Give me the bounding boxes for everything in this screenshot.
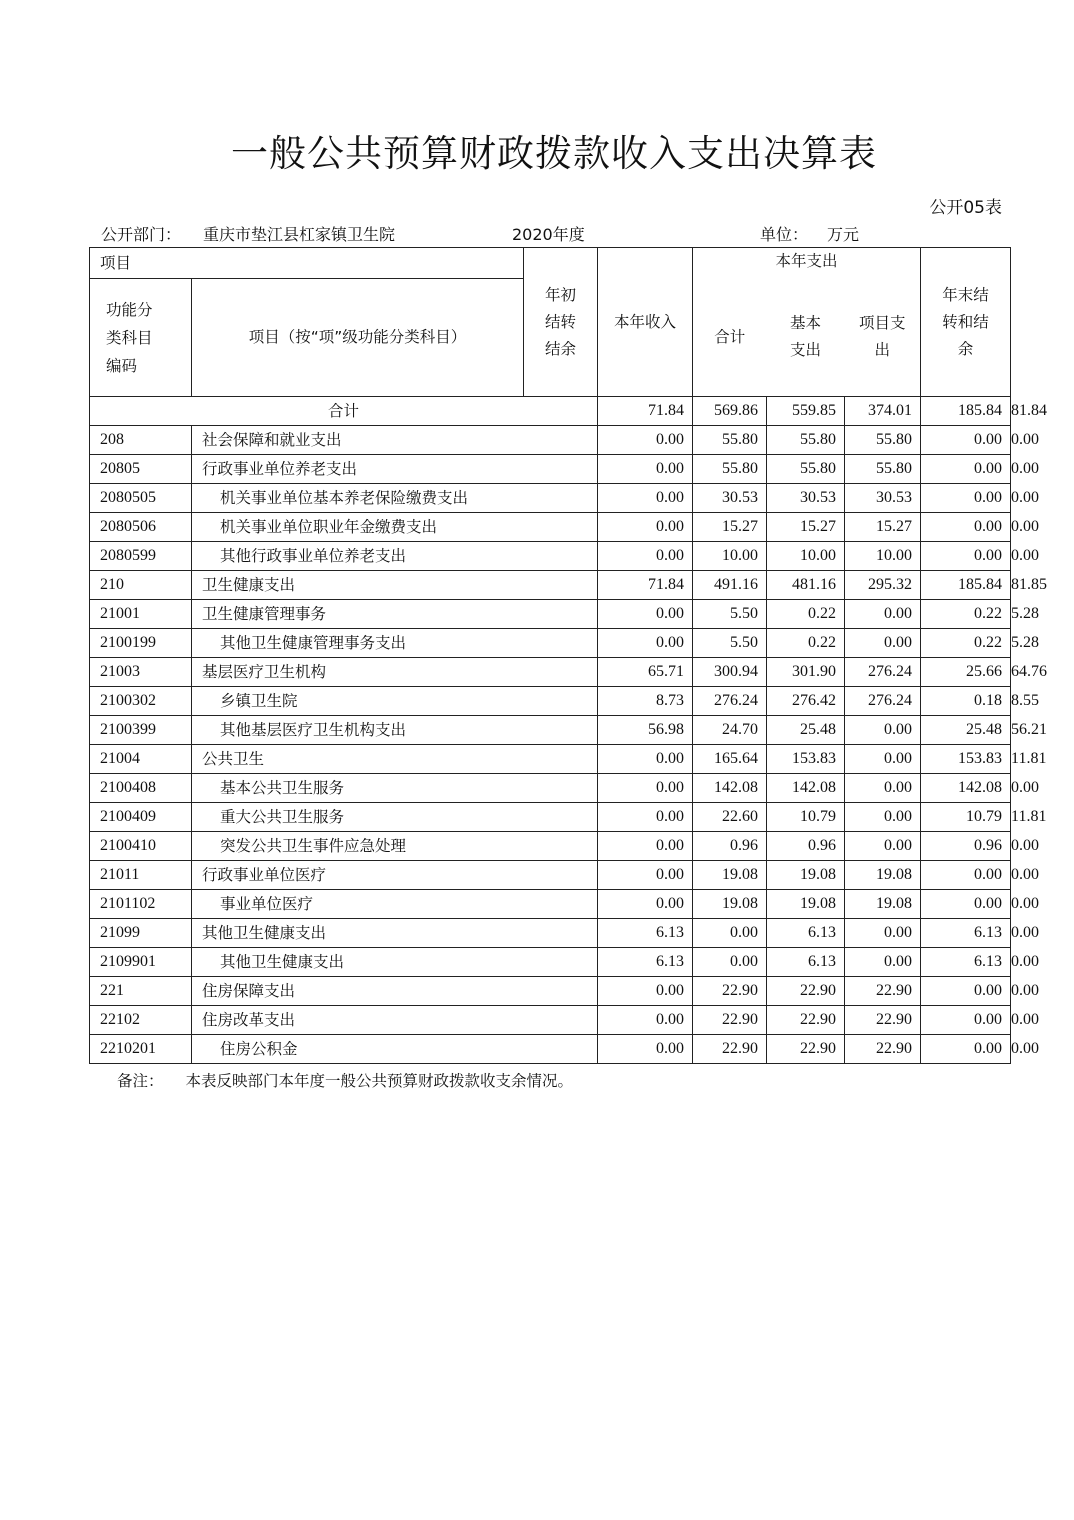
row-opening: 0.00: [598, 600, 693, 629]
row-opening: 8.73: [598, 687, 693, 716]
table-row: 21001 卫生健康管理事务 0.00 5.50 0.22 0.00 0.22 5.28: [90, 600, 1011, 629]
row-expense: 0.22: [767, 629, 845, 658]
header-basic-expense: 基本支出: [767, 279, 845, 397]
total-row: 合计 71.84 569.86 559.85 374.01 185.84 81.84: [90, 397, 1011, 426]
row-code: 2109901: [90, 948, 192, 977]
row-name: 公共卫生: [192, 745, 598, 774]
header-closing-balance: 年末结转和结余: [921, 248, 1011, 397]
unit-value: 万元: [827, 225, 860, 244]
row-name: 乡镇卫生院: [192, 687, 598, 716]
table-row: 2109901 其他卫生健康支出 6.13 0.00 6.13 0.00 6.13 0.00: [90, 948, 1011, 977]
row-opening: 0.00: [598, 861, 693, 890]
table-row: 2100399 其他基层医疗卫生机构支出 56.98 24.70 25.48 0.00 25.48 56.21: [90, 716, 1011, 745]
header-code: 功能分类科目编码: [90, 279, 192, 397]
unit-label: 单位：: [760, 225, 809, 244]
row-project: 185.84: [921, 571, 1011, 600]
table-row: 2100408 基本公共卫生服务 0.00 142.08 142.08 0.00 142.08 0.00: [90, 774, 1011, 803]
row-project: 10.79: [921, 803, 1011, 832]
row-basic: 0.00: [845, 803, 921, 832]
row-expense: 22.90: [767, 977, 845, 1006]
row-basic: 0.00: [845, 629, 921, 658]
row-income: 55.80: [693, 455, 767, 484]
row-project: 0.18: [921, 687, 1011, 716]
note-label: 备注：: [117, 1072, 164, 1090]
table-row: 2100199 其他卫生健康管理事务支出 0.00 5.50 0.22 0.00 0.22 5.28: [90, 629, 1011, 658]
row-name: 卫生健康管理事务: [192, 600, 598, 629]
row-opening: 0.00: [598, 803, 693, 832]
row-expense: 19.08: [767, 861, 845, 890]
row-code: 21003: [90, 658, 192, 687]
row-basic: 55.80: [845, 455, 921, 484]
row-name: 其他卫生健康支出: [192, 919, 598, 948]
row-expense: 0.96: [767, 832, 845, 861]
row-name: 基层医疗卫生机构: [192, 658, 598, 687]
dept-name: 重庆市垫江县杠家镇卫生院: [203, 225, 396, 244]
total-opening: 71.84: [598, 397, 693, 426]
row-code: 210: [90, 571, 192, 600]
row-code: 21011: [90, 861, 192, 890]
row-income: 491.16: [693, 571, 767, 600]
row-expense: 276.42: [767, 687, 845, 716]
row-code: 21001: [90, 600, 192, 629]
row-expense: 0.22: [767, 600, 845, 629]
header-project-expense: 项目支出: [845, 279, 921, 397]
row-income: 276.24: [693, 687, 767, 716]
total-project: 185.84: [921, 397, 1011, 426]
row-name: 社会保障和就业支出: [192, 426, 598, 455]
row-code: 2101102: [90, 890, 192, 919]
header-expense-group: 本年支出: [693, 248, 921, 279]
row-project: 0.96: [921, 832, 1011, 861]
row-income: 10.00: [693, 542, 767, 571]
row-project: 0.00: [921, 1035, 1011, 1064]
row-basic: 0.00: [845, 919, 921, 948]
row-project: 6.13: [921, 948, 1011, 977]
table-row: 2080506 机关事业单位职业年金缴费支出 0.00 15.27 15.27 15.27 0.00 0.00: [90, 513, 1011, 542]
table-row: 2100410 突发公共卫生事件应急处理 0.00 0.96 0.96 0.00 0.96 0.00: [90, 832, 1011, 861]
row-income: 22.90: [693, 977, 767, 1006]
row-project: 153.83: [921, 745, 1011, 774]
row-income: 22.90: [693, 1035, 767, 1064]
row-expense: 481.16: [767, 571, 845, 600]
table-row: 2101102 事业单位医疗 0.00 19.08 19.08 19.08 0.00 0.00: [90, 890, 1011, 919]
row-expense: 22.90: [767, 1006, 845, 1035]
row-name: 卫生健康支出: [192, 571, 598, 600]
table-row: 208 社会保障和就业支出 0.00 55.80 55.80 55.80 0.00 0.00: [90, 426, 1011, 455]
row-project: 0.00: [921, 890, 1011, 919]
total-label: 合计: [90, 397, 598, 426]
row-income: 55.80: [693, 426, 767, 455]
row-code: 22102: [90, 1006, 192, 1035]
form-number: 公开05表: [929, 198, 1002, 218]
table-row: 2100302 乡镇卫生院 8.73 276.24 276.42 276.24 0.18 8.55: [90, 687, 1011, 716]
row-opening: 0.00: [598, 513, 693, 542]
row-expense: 55.80: [767, 455, 845, 484]
row-name: 机关事业单位职业年金缴费支出: [192, 513, 598, 542]
row-code: 21004: [90, 745, 192, 774]
row-basic: 30.53: [845, 484, 921, 513]
row-code: 2100302: [90, 687, 192, 716]
row-expense: 142.08: [767, 774, 845, 803]
row-opening: 0.00: [598, 774, 693, 803]
row-project: 0.00: [921, 1006, 1011, 1035]
row-income: 15.27: [693, 513, 767, 542]
table-row: 2080505 机关事业单位基本养老保险缴费支出 0.00 30.53 30.53 30.53 0.00 0.00: [90, 484, 1011, 513]
row-income: 0.00: [693, 919, 767, 948]
row-expense: 6.13: [767, 948, 845, 977]
row-opening: 0.00: [598, 629, 693, 658]
row-opening: 0.00: [598, 426, 693, 455]
row-project: 0.00: [921, 426, 1011, 455]
row-project: 0.00: [921, 861, 1011, 890]
row-opening: 0.00: [598, 832, 693, 861]
row-basic: 22.90: [845, 977, 921, 1006]
row-opening: 0.00: [598, 745, 693, 774]
table-row: 2100409 重大公共卫生服务 0.00 22.60 10.79 0.00 10.79 11.81: [90, 803, 1011, 832]
row-basic: 276.24: [845, 687, 921, 716]
row-code: 2210201: [90, 1035, 192, 1064]
total-expense: 559.85: [767, 397, 845, 426]
row-income: 22.90: [693, 1006, 767, 1035]
row-basic: 22.90: [845, 1006, 921, 1035]
row-basic: 10.00: [845, 542, 921, 571]
row-basic: 55.80: [845, 426, 921, 455]
row-project: 142.08: [921, 774, 1011, 803]
row-expense: 25.48: [767, 716, 845, 745]
note-text: 本表反映部门本年度一般公共预算财政拨款收支余情况。: [185, 1072, 574, 1090]
row-expense: 22.90: [767, 1035, 845, 1064]
row-code: 2080505: [90, 484, 192, 513]
row-expense: 55.80: [767, 426, 845, 455]
row-name: 其他卫生健康管理事务支出: [192, 629, 598, 658]
row-income: 300.94: [693, 658, 767, 687]
row-name: 住房保障支出: [192, 977, 598, 1006]
header-expense-total: 合计: [693, 279, 767, 397]
row-opening: 0.00: [598, 890, 693, 919]
table-row: 2210201 住房公积金 0.00 22.90 22.90 22.90 0.00 0.00: [90, 1035, 1011, 1064]
row-income: 0.96: [693, 832, 767, 861]
row-basic: 0.00: [845, 600, 921, 629]
row-code: 2100408: [90, 774, 192, 803]
row-name: 重大公共卫生服务: [192, 803, 598, 832]
row-income: 22.60: [693, 803, 767, 832]
row-project: 0.00: [921, 977, 1011, 1006]
row-project: 0.00: [921, 513, 1011, 542]
table-row: 221 住房保障支出 0.00 22.90 22.90 22.90 0.00 0.00: [90, 977, 1011, 1006]
row-code: 2100399: [90, 716, 192, 745]
row-name: 其他行政事业单位养老支出: [192, 542, 598, 571]
row-name: 行政事业单位养老支出: [192, 455, 598, 484]
row-code: 2100409: [90, 803, 192, 832]
table-row: 21099 其他卫生健康支出 6.13 0.00 6.13 0.00 6.13 0.00: [90, 919, 1011, 948]
row-opening: 0.00: [598, 1035, 693, 1064]
row-name: 住房公积金: [192, 1035, 598, 1064]
row-project: 0.22: [921, 600, 1011, 629]
row-name: 其他卫生健康支出: [192, 948, 598, 977]
row-income: 19.08: [693, 861, 767, 890]
table-row: 22102 住房改革支出 0.00 22.90 22.90 22.90 0.00 0.00: [90, 1006, 1011, 1035]
row-code: 2100410: [90, 832, 192, 861]
row-basic: 19.08: [845, 890, 921, 919]
row-name: 突发公共卫生事件应急处理: [192, 832, 598, 861]
row-basic: 0.00: [845, 832, 921, 861]
row-income: 24.70: [693, 716, 767, 745]
header-name: 项目（按“项”级功能分类科目）: [192, 279, 524, 397]
row-basic: 276.24: [845, 658, 921, 687]
row-expense: 19.08: [767, 890, 845, 919]
row-basic: 0.00: [845, 948, 921, 977]
row-project: 25.48: [921, 716, 1011, 745]
table-row: 2080599 其他行政事业单位养老支出 0.00 10.00 10.00 10.00 0.00 0.00: [90, 542, 1011, 571]
row-project: 0.00: [921, 484, 1011, 513]
row-project: 6.13: [921, 919, 1011, 948]
total-income: 569.86: [693, 397, 767, 426]
row-opening: 0.00: [598, 484, 693, 513]
row-basic: 15.27: [845, 513, 921, 542]
row-income: 5.50: [693, 629, 767, 658]
row-name: 其他基层医疗卫生机构支出: [192, 716, 598, 745]
row-income: 165.64: [693, 745, 767, 774]
row-opening: 71.84: [598, 571, 693, 600]
row-income: 142.08: [693, 774, 767, 803]
row-expense: 15.27: [767, 513, 845, 542]
row-income: 5.50: [693, 600, 767, 629]
row-opening: 6.13: [598, 948, 693, 977]
row-name: 机关事业单位基本养老保险缴费支出: [192, 484, 598, 513]
fiscal-year: 2020年度: [512, 225, 585, 244]
row-expense: 301.90: [767, 658, 845, 687]
row-name: 行政事业单位医疗: [192, 861, 598, 890]
row-income: 30.53: [693, 484, 767, 513]
header-item: 项目: [90, 248, 524, 279]
header-opening-balance: 年初结转结余: [524, 248, 598, 397]
row-code: 221: [90, 977, 192, 1006]
row-basic: 295.32: [845, 571, 921, 600]
row-basic: 0.00: [845, 716, 921, 745]
row-basic: 0.00: [845, 745, 921, 774]
table-row: 210 卫生健康支出 71.84 491.16 481.16 295.32 185.84 81.85: [90, 571, 1011, 600]
table-row: 21003 基层医疗卫生机构 65.71 300.94 301.90 276.24 25.66 64.76: [90, 658, 1011, 687]
row-name: 住房改革支出: [192, 1006, 598, 1035]
table-row: 21011 行政事业单位医疗 0.00 19.08 19.08 19.08 0.00 0.00: [90, 861, 1011, 890]
row-code: 2100199: [90, 629, 192, 658]
row-name: 基本公共卫生服务: [192, 774, 598, 803]
row-expense: 153.83: [767, 745, 845, 774]
dept-label: 公开部门：: [101, 225, 182, 244]
row-opening: 0.00: [598, 542, 693, 571]
note: [117, 1069, 595, 1091]
table-row: 20805 行政事业单位养老支出 0.00 55.80 55.80 55.80 0.00 0.00: [90, 455, 1011, 484]
total-basic: 374.01: [845, 397, 921, 426]
row-opening: 65.71: [598, 658, 693, 687]
row-expense: 10.00: [767, 542, 845, 571]
header-income: 本年收入: [598, 248, 693, 397]
row-name: 事业单位医疗: [192, 890, 598, 919]
row-project: 0.22: [921, 629, 1011, 658]
table-row: 21004 公共卫生 0.00 165.64 153.83 0.00 153.83 11.81: [90, 745, 1011, 774]
row-income: 0.00: [693, 948, 767, 977]
row-project: 0.00: [921, 542, 1011, 571]
row-opening: 0.00: [598, 1006, 693, 1035]
row-opening: 0.00: [598, 977, 693, 1006]
page-title: 一般公共预算财政拨款收入支出决算表: [231, 132, 877, 175]
row-basic: 22.90: [845, 1035, 921, 1064]
row-code: 208: [90, 426, 192, 455]
row-basic: 19.08: [845, 861, 921, 890]
row-code: 2080599: [90, 542, 192, 571]
row-income: 19.08: [693, 890, 767, 919]
row-basic: 0.00: [845, 774, 921, 803]
budget-table: [89, 247, 1048, 1064]
row-expense: 6.13: [767, 919, 845, 948]
row-opening: 0.00: [598, 455, 693, 484]
row-expense: 10.79: [767, 803, 845, 832]
row-opening: 6.13: [598, 919, 693, 948]
row-code: 20805: [90, 455, 192, 484]
row-project: 25.66: [921, 658, 1011, 687]
row-opening: 56.98: [598, 716, 693, 745]
row-project: 0.00: [921, 455, 1011, 484]
row-expense: 30.53: [767, 484, 845, 513]
row-code: 21099: [90, 919, 192, 948]
row-code: 2080506: [90, 513, 192, 542]
